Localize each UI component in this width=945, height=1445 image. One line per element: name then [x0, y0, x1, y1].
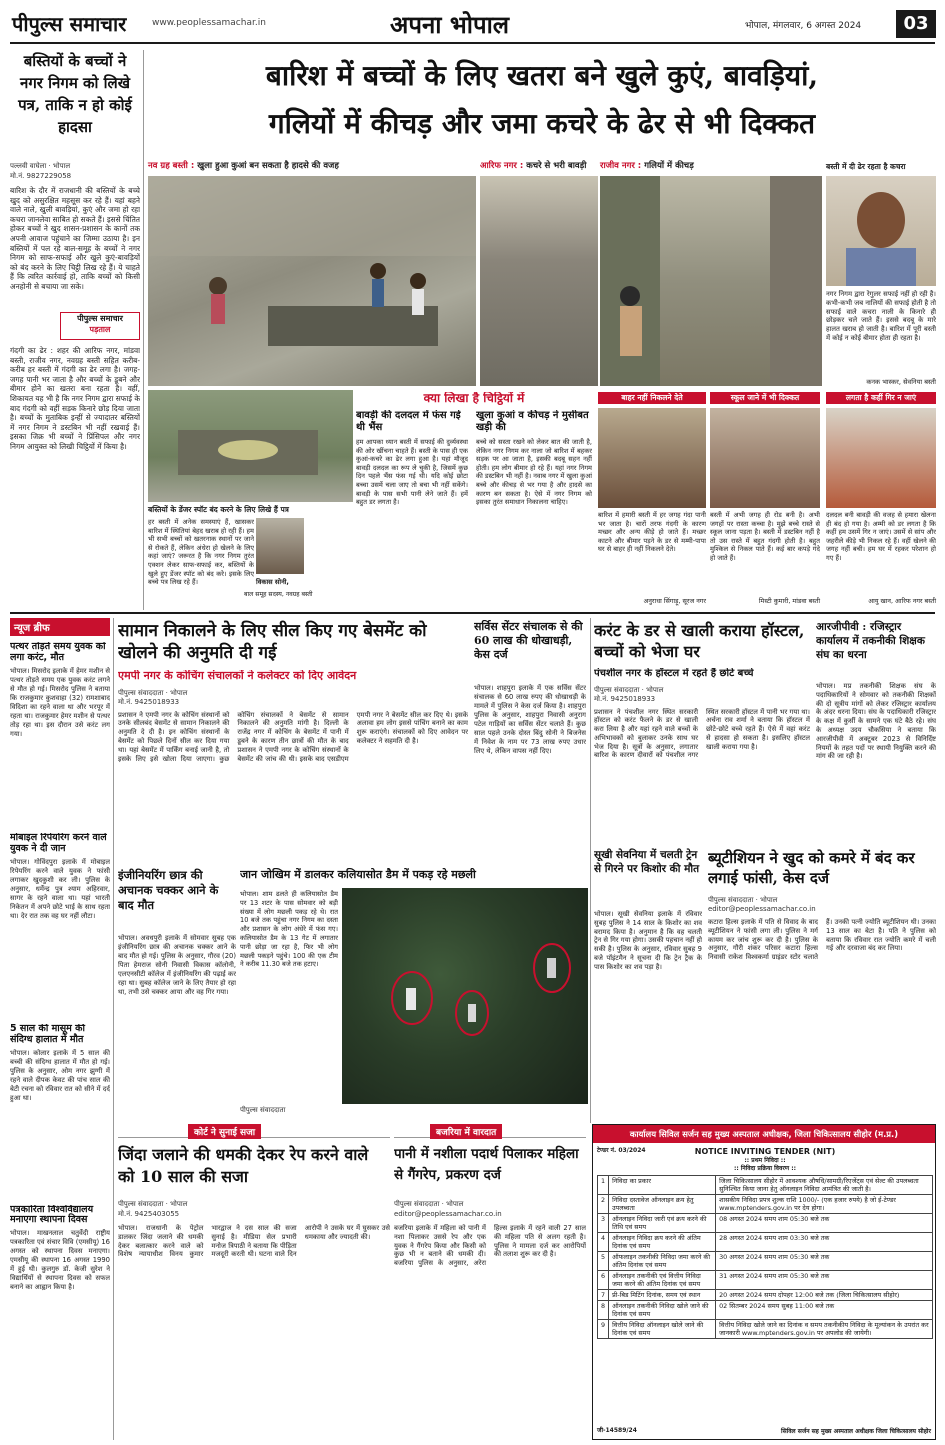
padtal-logo: [60, 312, 140, 340]
brief-item-head: पत्रकारिता विश्वविद्यालय मनाएगा स्थापना दिवस: [10, 1204, 94, 1226]
letter1-body: हम आपका ध्यान बस्ती में सफाई की दुर्व्यवस्था की ओर खींचना चाहते हैं। बस्ती के पास ही एक कुआं-कचरे का ढेर लगा हुआ है। यहां मौजूद बावड़ी दलदल का रूप ले चुकी है, जिसमें कुछ दिन पहले भैंस फंस गई थी। यदि कोई छोटा बच्चा उसमें चला जाए तो बचा भी नहीं सकेंगे। बावड़ी के पास सभी पानी लेने जाते हैं। हमें बहुत डर लगता है।: [356, 438, 468, 507]
brief-item-head: मोबाइल रिपेयरिंग करने वाले युवक ने दी जान: [10, 832, 107, 854]
col-rule: [113, 618, 114, 1440]
tender-cell-no: 5: [598, 1252, 609, 1271]
tender-cell-no: 8: [598, 1301, 609, 1320]
kid3-body: दलदल बनी बावड़ी की वजह से हमारा खेलना ही बंद हो गया है। अम्मी को डर लगता है कि कहीं हम उसमें गिर न जाएं। उसमें से सांप और जहरीले कीड़े भी निकल रहे हैं। वहीं खेलने की जगह नहीं बची। हम घर में रहकर परेशान हो गए हैं।: [826, 511, 936, 562]
story-engineering: [118, 868, 236, 1120]
engineering-body: भोपाल। अवधपुरी इलाके में सोमवार सुबह एक इंजीनियरिंग छात्र की अचानक चक्कर आने के बाद मौत हो गई। पुलिस के अनुसार, गौरव (20) पिता हेमराज सोनी निवासी विकास कॉलोनी, एलएनसीटी कॉलेज में इंजीनियरिंग की पढ़ाई कर रहा था। सुबह कॉलेज जाने के लिए तैयार हो रहा था, तभी उसे चक्कर आया और वह गिर गया।: [118, 934, 236, 996]
lead-bottom-rule: [10, 612, 935, 614]
danger-spot-illustration: [148, 390, 353, 502]
kid1-name: अनुराधा सिंगाड़ू, सूरज नगर: [643, 597, 706, 605]
table-row: [598, 1233, 933, 1252]
story-fishing: [240, 868, 588, 1120]
kid2-photo: [710, 408, 820, 508]
beautician-email: editor@peoplessamachar.co.in: [708, 905, 816, 913]
tender-header: कार्यालय सिविल सर्जन सह मुख्य अस्पताल अधीक्षक, जिला चिकित्सालय सीहोर (म.प्र.): [593, 1125, 935, 1143]
coaching-headline: सामान निकालने के लिए सील किए गए बेसमेंट को खोलने की अनुमति दी गई: [118, 621, 427, 663]
coaching-body: प्रशासन ने एमपी नगर के कोचिंग संस्थानों को उनके सीलबंद बेसमेंट से सामान निकालने की अनुमति दे दी है। इन कोचिंग संस्थानों के बेसमेंट को पिछले दिनों सील कर दिया गया था। यहां बेसमेंट में पार्किंग बनाई जानी है, तो इसके लिए इसे खोला दिया जाएगा। कुछ कोचिंग संचालकों ने बेसमेंट से सामान निकालने की अनुमति मांगी है। दिल्ली के राजेंद्र नगर में कोचिंग के बेसमेंट में पानी में डूबने के कारण तीन छात्रों की मौत के बाद प्रशासन ने एमपी नगर के कोचिंग संस्थानों के बेसमेंट की जांच की थी। इसके बाद एसडीएम एमपी नगर ने बेसमेंट सील कर दिए थे। इसके अलावा हम लोग इससे पांचिंग बनाने का काम शुरू कराएंगे। संचालकों को दिए आवेदन पर कलेक्टर ने सहमति दी है।: [118, 710, 468, 763]
photo1-label-text: खुला हुआ कुआं बन सकता है हादसे की वजह: [197, 161, 339, 171]
photo3-label-place: राजीव नगर :: [600, 161, 642, 171]
brief-item-head: 5 साल की मासूम की संदिग्ध हालात में मौत: [10, 1023, 85, 1045]
bajariya-headline: पानी में नशीला पदार्थ पिलाकर महिला से गैंगरेप, प्रकरण दर्ज: [394, 1146, 579, 1183]
tender-cell-detail: 20 अगस्त 2024 समय दोपहर 12:00 बजे तक (जिला चिकित्सालय सीहोर): [716, 1290, 933, 1301]
brief-item: [10, 833, 110, 1018]
tender-sub1: :: प्रथम निविदा ::: [744, 1157, 786, 1164]
bajariya-label: [394, 1124, 586, 1138]
side-mobile: मो.नं. 9827229058: [10, 172, 72, 180]
photo4-label: बस्ती में दी ढेर रहता है कचरा: [826, 162, 906, 171]
section-title: [390, 8, 509, 41]
vikas-name: विकास सोनी,: [256, 578, 289, 586]
story-rgpv: [816, 620, 936, 845]
fishing-photo: [342, 888, 588, 1104]
side-body: बारिश के दौर में राजधानी की बस्तियों के बच्चे खुद को असुरक्षित महसूस कर रहे हैं। यहां बहने वाले नाले, खुली बावड़ियां, कुएं और जमा हो रहा कचरा जानलेवा साबित हो सकते हैं। इससे चिंतित होकर बच्चों ने खुद शासन-प्रशासन के कानों तक अपनी आवाज पहुंचाने का जिम्मा उठाया है। इन बस्तियों में पल रहे बाल-समूह के बच्चों ने नगर निगम को साफ-सफाई और खुले कुएं-बावड़ियों को बंद करने के लिए चिट्ठी लिख रहे हैं। ये चाहते हैं कि त्वरित कार्रवाई हो, ताकि बच्चों को किसी अनहोनी से बचाया जा सके।: [10, 186, 140, 291]
tender-cell-item: वित्तीय निविदा ऑनलाइन खोले जाने की दिनांक एवं समय: [609, 1320, 716, 1339]
kid1-box: [598, 392, 706, 608]
side-byline: पल्लवी वाघेला · भोपाल: [10, 162, 71, 170]
kid3-box: [826, 392, 936, 608]
letters-box: [356, 392, 592, 608]
fishing-body: भोपाल। शाम ढलते ही कलियासोत डैम पर 13 शटर के पास सोमवार को बड़ी संख्या में लोग मछली पकड़ रहे थे। रात 10 बजे तक पहुंचा नगर निगम का दस्ता और प्रशासन के लोग अंधेरे में फंस गए। कलियासोत डैम के 13 गेट में लगातार पानी छोड़ा जा रहा है, फिर भी लोग मछली पकड़ने पहुंचे। 100 की एक टीम ने करीब 11.30 बजे तक हटाए।: [240, 890, 338, 969]
tender-cell-detail: शासकीय निविदा प्रपत्र शुल्क राशि 1000/- (एक हजार रुपये) है जो ई-टेण्डर www.mptenders.gov.in पर देय होगा।: [716, 1195, 933, 1214]
brief-item: [10, 1205, 110, 1400]
bajariya-body: बजरिया इलाके में महिला को पानी में नशा पिलाकर उससे रेप और एक युवक ने गैंगरेप किया और किसी को कुछ भी न बताने की धमकी दी। बजरिया पुलिस के अनुसार, अरेरा हिल्स इलाके में रहने वाली 27 साल की महिला पति से अलग रहती है। पुलिस ने मामला दर्ज कर आरोपियों की तलाश शुरू कर दी है।: [394, 1224, 586, 1268]
tender-ref: टेण्डर नं. 03/2024: [597, 1147, 646, 1154]
brief-item-body: भोपाल। मिसरोद इलाके में हेमर मशीन से पत्थर तोड़ते समय एक युवक करंट लगने से मौत हो गई। मिसरोद पुलिस ने बताया कि राजकुमार कुशवाहा (32) रामशाबाद विदिशा का रहने वाला था और भरपूर में रहता था। राजकुमार हेमर मशीन से पत्थर तोड़ रहा था। इस दौरान उसे करंट लग गया।: [10, 666, 110, 738]
kid1-body: बारिश में हमारी बस्ती में हर जगह गंदा पानी भर जाता है। चारों तरफ गंदगी के कारण मच्छर और अन्य कीड़े हो जाते हैं। मच्छर काटने और बीमार पड़ने के डर से मम्मी-पापा घर से बाहर ही नहीं निकलने देते।: [598, 511, 706, 554]
letter1-head: बावड़ी की दलदल में फंस गई थी भैंस: [356, 410, 461, 433]
girl-name: कनक भास्कर, सेवनिया बस्ती: [866, 378, 936, 386]
rgpv-body: भोपाल। मप्र तकनीकी शिक्षक संघ के पदाधिकारियों ने सोमवार को तकनीकी शिक्षकों की दो सूत्रीय मांगों को लेकर रजिस्ट्रार कार्यालय के अंदर धरना दिया। संघ के पदाधिकारी रजिस्ट्रार के कक्ष में कुर्सी के सामने एक घंटे बैठे रहे। संघ के अध्यक्ष उदय चौकसिया ने बताया कि आरजीपीवी में अक्टूबर 2023 से विनिर्दिष्ट नियमों के तहत पदों पर स्थायी नियुक्ति करने की मांग की जा रही है।: [816, 682, 936, 761]
vikas-photo: [256, 518, 304, 574]
tender-table: [597, 1175, 933, 1339]
service-body: भोपाल। शाहपुरा इलाके में एक सर्विस सेंटर संचालक से 60 लाख रुपए की धोखाधड़ी के मामले में पुलिस ने केस दर्ज किया है। शाहपुरा पुलिस के अनुसार, शाहपुरा निवासी अनुराग पटेल गाड़ियों का सर्विस सेंटर चलाते हैं। कुछ साल पहले उनके दोस्त बिंदु सोनी ने बिजनेस में निवेश के नाम पर 73 लाख रुपए उधार लिए थे, लेकिन वापस नहीं दिए।: [474, 684, 586, 755]
well-illustration: [148, 176, 476, 386]
tender-cell-no: 2: [598, 1195, 609, 1214]
masthead: [0, 0, 945, 44]
photo-navgrah-well: [148, 176, 476, 386]
tender-cell-detail: 08 अगस्त 2024 समय शाम 05:30 बजे तक: [716, 1214, 933, 1233]
bajariya-email: editor@peoplessamachar.co.in: [394, 1210, 502, 1218]
letters-heading: क्या लिखा है चिट्ठियों में: [423, 392, 525, 405]
photo-girl-portrait: [826, 176, 936, 286]
story-train: [594, 848, 702, 1120]
danger-spot-caption: बस्तियों के डेंजर स्पॉट बंद करने के लिए लिखे हैं पत्र: [148, 505, 289, 514]
col-rule: [143, 50, 144, 610]
court-label-text: कोर्ट ने सुनाई सजा: [188, 1124, 261, 1139]
kid2-box: [710, 392, 820, 608]
train-headline: सूखी सेवनिया में चलती ट्रेन से गिरने पर किशोर की मौत: [594, 849, 700, 875]
tender-cell-detail: 30 अगस्त 2024 समय शाम 05:30 बजे तक: [716, 1252, 933, 1271]
tender-cell-item: ऑफलाइन तकनीकी निविदा जमा करने की अंतिम दिनांक एवं समय: [609, 1252, 716, 1271]
hostel-mobile: मो.नं. 9425018933: [594, 694, 656, 703]
hostel-body: प्रशासन ने पंचशील नगर स्थित सरकारी हॉस्टल को करंट फैलने के डर से खाली करा लिया है और यहां रहने वाले बच्चों के अभिभावकों को बुलाकर उनके साथ घर भेज दिया है। सूत्रों के अनुसार, लगातार बारिश के कारण दीवारों को पंचशील नगर स्थित सरकारी हॉस्टल में पानी भर गया था। अर्चना राव शर्मा ने बताया कि हॉस्टल में छोटे-छोटे बच्चे रहते हैं। ऐसे में वहां करंट से हादसा हो सकता है। इसलिए हॉस्टल खाली कराया गया है।: [594, 707, 810, 760]
kid1-photo: [598, 408, 706, 508]
beautician-byline: पीपुल्स संवाददाता · भोपाल: [708, 896, 778, 904]
kid2-body: बस्ती में अभी जगह ही रोड बनी है। अभी जगहों पर रास्ता कच्चा है। मुझे बच्चे रास्ते से स्कूल जाना पड़ता है। बस्ती में डस्टबिन नहीं है तो उस रास्ते में बहुत गंदगी होती है। बहुत मुश्किल से निकल पाते हैं। कई बार कपड़े गंदे हो जाते हैं।: [710, 511, 820, 562]
train-body: भोपाल। सूखी सेवनिया इलाके में रविवार सुबह पुलिस ने 14 साल के किशोर का शव बरामद किया है। अनुमान है कि वह चलती ट्रेन से गिर गया होगा। उसकी पहचान नहीं हो सकी है। पुलिस के अनुसार, रविवार सुबह 9 बजे पॉइंटमैन ने सूचना दी कि ट्रेन ट्रैक के पास किशोर का शव पड़ा है।: [594, 910, 702, 971]
beautician-headline: ब्यूटीशियन ने खुद को कमरे में बंद कर लगाई फांसी, केस दर्ज: [708, 849, 915, 887]
vikas-caption: हर बस्ती में अनेक समस्याएं हैं, खासकर बारिश में स्थितियां बेहद खराब हो रही हैं। हम भी सभी बच्चों को खतरनाक स्थानों पर जाने से रोकते हैं, लेकिन अंधेरा हो खेलने के लिए कहां जाएं? जरूरत है कि नगर निगम तुरंत एक्शन लेकर साफ-सफाई कर, बस्तियों के खुले हुए डेंजर स्पॉट को बंद करे। इसके लिए बच्चे पत्र लिख रहे हैं।: [148, 518, 254, 587]
tender-cell-detail: 02 सितम्बर 2024 समय सुबह 11:00 बजे तक: [716, 1301, 933, 1320]
kid2-head: स्कूल जाने में भी दिक्कत: [710, 392, 820, 404]
website-text: www.peoplessamachar.in: [152, 18, 266, 28]
hostel-byline: पीपुल्स संवाददाता · भोपाल: [594, 685, 664, 694]
table-row: [598, 1301, 933, 1320]
photo1-label: [148, 162, 339, 171]
court-body: भोपाल। राजधानी के पेट्रोल डालकर जिंदा जलाने की धमकी देकर बलात्कार करने वाले को विशेष न्यायाधीश विनय कुमार भारद्वाज ने दस साल की सजा सुनाई है। मीडिया सेल प्रभारी मनोज त्रिपाठी ने बताया कि पीड़िता मजदूरी करती थी। घटना वाले दिन आरोपी ने उसके घर में घुसकर उसे धमकाया और ज्यादती की।: [118, 1224, 390, 1259]
brief-item-body: भोपाल। कोलार इलाके में 5 साल की बच्ची की संदिग्ध हालात में मौत हो गई। पुलिस के अनुसार, ओम नगर झुग्गी में रहने वाले दीपक केवट की पांच साल की बेटी रचना को रविवार रात को सीने में दर्द हुआ था।: [10, 1048, 110, 1102]
brief-item: [10, 642, 110, 827]
table-row: [598, 1214, 933, 1233]
court-mobile: मो.नं. 9425403055: [118, 1210, 180, 1218]
photo2-label: [480, 162, 586, 171]
tender-cell-item: ऑनलाइन तकनीकी एवं वित्तीय निविदा जमा करने की अंतिम दिनांक एवं समय: [609, 1271, 716, 1290]
tender-cell-detail: 31 अगस्त 2024 समय शाम 05:30 बजे तक: [716, 1271, 933, 1290]
bajariya-byline: पीपुल्स संवाददाता · भोपाल: [394, 1200, 464, 1208]
table-row: [598, 1290, 933, 1301]
news-brief-column: [10, 618, 110, 1440]
tender-cell-no: 3: [598, 1214, 609, 1233]
coaching-subhead: एमपी नगर के कोचिंग संचालकों ने कलेक्टर को दिए आवेदन: [118, 670, 357, 682]
tender-cell-item: ऑनलाइन निविदा क्रय करने की अंतिम दिनांक एवं समय: [609, 1233, 716, 1252]
lead-side-column: [10, 50, 140, 610]
col-rule: [590, 618, 591, 1123]
dateline: भोपाल, मंगलवार, 6 अगस्त 2024: [745, 21, 862, 31]
page-number: 03: [896, 10, 936, 38]
tender-cell-item: निविदा का प्रकार: [609, 1176, 716, 1195]
court-headline: जिंदा जलाने की धमकी देकर रेप करने वाले को 10 साल की सजा: [118, 1145, 369, 1186]
service-headline: सर्विस सेंटर संचालक से की 60 लाख की धोखाधड़ी, केस दर्ज: [474, 620, 583, 661]
lead-headline: [148, 52, 936, 152]
photo3-label: [600, 162, 694, 171]
coaching-mobile: मो.नं. 9425018933: [118, 697, 180, 706]
brand-logo: पीपुल्स समाचार: [12, 12, 127, 36]
tender-signature: सिविल सर्जन सह मुख्य अस्पताल अधीक्षक जिला चिकित्सालय सीहोर: [781, 1428, 931, 1435]
court-label: [118, 1124, 390, 1138]
tender-footer: जी-14589/24: [597, 1427, 637, 1434]
brief-item-body: भोपाल। माखनलाल चतुर्वेदी राष्ट्रीय पत्रकारिता एवं संचार विवि (एमसीयू) 16 अगस्त को स्थापना दिवस मनाएगा। एमसीयू की स्थापना 16 अगस्त 1990 में हुई थी। कुलगुरु डॉ. केजी सुरेश ने विद्यार्थियों से स्थापना दिवस को सफल बनाने का आह्वान किया है।: [10, 1229, 110, 1292]
kid3-head: लगता है कहीं गिर न जाएं: [826, 392, 936, 404]
tender-cell-no: 6: [598, 1271, 609, 1290]
girl-portrait-figure: [826, 176, 936, 286]
story-coaching: [118, 620, 468, 865]
photo-danger-spot: [148, 390, 353, 502]
padtal-logo-sub: पड़ताल: [89, 325, 111, 334]
tender-sub2: :: निविदा प्रक्रिया विवरण ::: [733, 1165, 797, 1172]
brief-item: [10, 1024, 110, 1199]
photo2-label-place: आरिफ नगर :: [480, 161, 524, 171]
lane-illustration: [600, 176, 822, 386]
kid1-head: बाहर नहीं निकलने देते: [598, 392, 706, 404]
table-row: [598, 1320, 933, 1339]
photo-rajiv-mud: [600, 176, 822, 386]
story-hostel: [594, 620, 810, 845]
news-brief-label: न्यूज ब्रीफ: [10, 618, 110, 636]
tender-cell-no: 9: [598, 1320, 609, 1339]
tender-cell-no: 4: [598, 1233, 609, 1252]
tender-cell-item: ऑनलाइन तकनीकी निविदा खोले जाने की दिनांक एवं समय: [609, 1301, 716, 1320]
letter2-head: खुला कुआं व कीचड़ ने मुसीबत खड़ी की: [476, 410, 589, 433]
tender-cell-detail: जिला चिकित्सालय सीहोर में आवश्यक औषधि/सामग्री/रिएजेंट्स एवं सेल्ट की उपलब्धता सुनिश्चित किया जाना हेतु ऑनलाइन निविदा आमंत्रित की जाती है।: [716, 1176, 933, 1195]
tender-cell-item: निविदा दस्तावेज ऑनलाइन क्रय हेतु उपलब्धता: [609, 1195, 716, 1214]
lead-headline-line1: बारिश में बच्चों के लिए खतरा बने खुले कुएं, बावड़ियां,: [265, 59, 819, 92]
photo3-label-text: गलियों में कीचड़: [644, 161, 694, 171]
hostel-headline: करंट के डर से खाली कराया हॉस्टल, बच्चों को भेजा घर: [594, 621, 805, 661]
story-beautician: [708, 848, 936, 1120]
side-body-2: गंदगी का ढेर : शहर की आरिफ नगर, मांडवा बस्ती, राजीव नगर, नवग्रह बस्ती सहित करीब-करीब हर बस्ती में गंदगी का ढेर लगा है। जगह-जगह पानी भर जाता है और बच्चों के डूबने और बीमार होने का खतरा बना रहता है। वहीं, शिकायत यह भी है कि नगर निगम द्वारा सफाई के बाद गंदगी को वहीं सड़क किनारे छोड़ दिया जाता है। बच्चों के मुताबिक इन्हीं से ज्यादातर बस्तियों में नगर निगम ने डस्टबिन भी नहीं रखवाई हैं। इसका जिक्र भी बच्चों ने प्रिंसिपल और नगर निगम आयुक्त को लिखी चिट्ठियों में किया है।: [10, 346, 140, 451]
table-row: [598, 1195, 933, 1214]
coaching-byline: पीपुल्स संवाददाता · भोपाल: [118, 688, 188, 697]
tender-cell-item: प्री-बिड मिटिंग दिनांक, समय एवं स्थान: [609, 1290, 716, 1301]
side-headline: बस्तियों के बच्चों ने नगर निगम को लिखे पत्र, ताकि न हो कोई हादसा: [18, 52, 132, 136]
girl-quote: नगर निगम द्वारा रेगुलर सफाई नहीं हो रही है। कभी-कभी जब नालियों की सफाई होती है तो सफाई वाले कचरा नाली के किनारे ही छोड़कर चले जाते हैं। इससे बदबू के मारे हालत खराब हो जाती है। बारिश में पूरी बस्ती में कोई न कोई बीमार होता ही रहता है।: [826, 290, 936, 342]
hostel-subhead: पंचशील नगर के हॉस्टल में रहते हैं छोटे बच्चे: [594, 668, 754, 679]
photo-arif-stepwell: [480, 176, 598, 386]
lead-headline-line2: गलियों में कीचड़ और जमा कचरे के ढेर से भी दिक्कत: [268, 107, 816, 140]
photo2-label-text: कचरे से भरी बावड़ी: [526, 161, 587, 171]
brief-item-body: भोपाल। गोविंदपुरा इलाके में मोबाइल रिपेयरिंग करने वाले युवक ने फांसी लगाकर खुदकुशी कर ली। पुलिस के अनुसार, धर्मेन्द्र पुत्र श्याम अहिरवार, सागर के रहने वाला था। यहां भारती निकेतन में अपने छोटे भाई के साथ रहता था। देर रात तक वह घर नहीं लौटा।: [10, 857, 110, 920]
kid2-name: मिस्टी कुमारी, मांडवा बस्ती: [758, 597, 820, 605]
table-row: [598, 1176, 933, 1195]
table-row: [598, 1252, 933, 1271]
kid3-name: आयु खान, आरिफ नगर बस्ती: [868, 597, 936, 605]
padtal-logo-brand: पीपुल्स समाचार: [77, 314, 123, 323]
vikas-role: बाल समूह सदस्य, नवग्रह बस्ती: [244, 591, 313, 598]
bajariya-label-text: बजरिया में वारदात: [430, 1124, 502, 1139]
tender-grid: [597, 1175, 933, 1339]
fishing-byline: पीपुल्स संवाददाता: [240, 1106, 286, 1114]
table-row: [598, 1271, 933, 1290]
rgpv-headline: आरजीपीवी : रजिस्ट्रार कार्यालय में तकनीकी शिक्षक संघ का धरना: [816, 621, 925, 661]
tender-cell-no: 7: [598, 1290, 609, 1301]
tender-cell-detail: वित्तीय निविदा खोले जाने का दिनांक व समय तकनीकीय निविदा के मूल्यांकन के उपरांत कर जानकारी www.mptenders.gov.in पर अपलोड की जायेगी।: [716, 1320, 933, 1339]
tender-notice: [592, 1124, 936, 1440]
story-service: [474, 620, 586, 865]
fishing-headline: जान जोखिम में डालकर कलियासोत डैम में पकड़ रहे मछली: [240, 868, 476, 881]
engineering-headline: इंजीनियरिंग छात्र की अचानक चक्कर आने के बाद मौत: [118, 868, 219, 912]
fishing-illustration: [342, 888, 588, 1104]
tender-cell-item: ऑनलाइन निविदा जारी एवं क्रय करने की तिथि एवं समय: [609, 1214, 716, 1233]
tender-cell-detail: 28 अगस्त 2024 समय शाम 03:30 बजे तक: [716, 1233, 933, 1252]
masthead-rule: [10, 42, 935, 44]
kid3-photo: [826, 408, 936, 508]
tender-title: NOTICE INVITING TENDER (NIT): [694, 1147, 836, 1156]
section-title-text: अपना भोपाल: [390, 10, 510, 39]
beautician-body: कटारा हिल्स इलाके में पति से विवाद के बाद ब्यूटीशियन ने फांसी लगा ली। पुलिस ने मर्ग कायम कर जांच शुरू कर दी है। पुलिस के अनुसार, गौरी शंकर परिसर कटारा हिल्स निवासी राकेश विश्वकर्मा ग्राइंडर स्टोर चलाते हैं। उनकी पत्नी ज्योति ब्यूटीशियन थी। उनका 13 साल का बेटा है। पति ने पुलिस को बताया कि रविवार रात ज्योति कमरे में चली गई और दरवाजा बंद कर लिया।: [708, 918, 936, 962]
brief-item-head: पत्थर तोड़ते समय युवक को लगा करंट, मौत: [10, 642, 106, 663]
letter2-body: बच्चे को सस्ता रखने को लेकर बात की जाती है, लेकिन नगर निगम कर नाला जो बारिश में बहकर सड़क पर आ जाता है, इसकी बदबू सहन नहीं होती। हम लोग बीमार हो रहे हैं। यहां नगर निगम की डस्टबिन भी नहीं है। नवाब नगर में खुला कुआं बच्चे और कीचड़ से भर गया है और हादसे का कारण बन सकता है। ऐसे में नगर निगम को इसका तुरंत समाधान निकालना चाहिए।: [476, 438, 592, 507]
story-court: [118, 1124, 390, 1440]
tender-cell-no: 1: [598, 1176, 609, 1195]
story-bajariya: [394, 1124, 586, 1440]
court-byline: पीपुल्स संवाददाता · भोपाल: [118, 1200, 188, 1208]
photo1-label-place: नव ग्रह बस्ती :: [148, 161, 195, 171]
